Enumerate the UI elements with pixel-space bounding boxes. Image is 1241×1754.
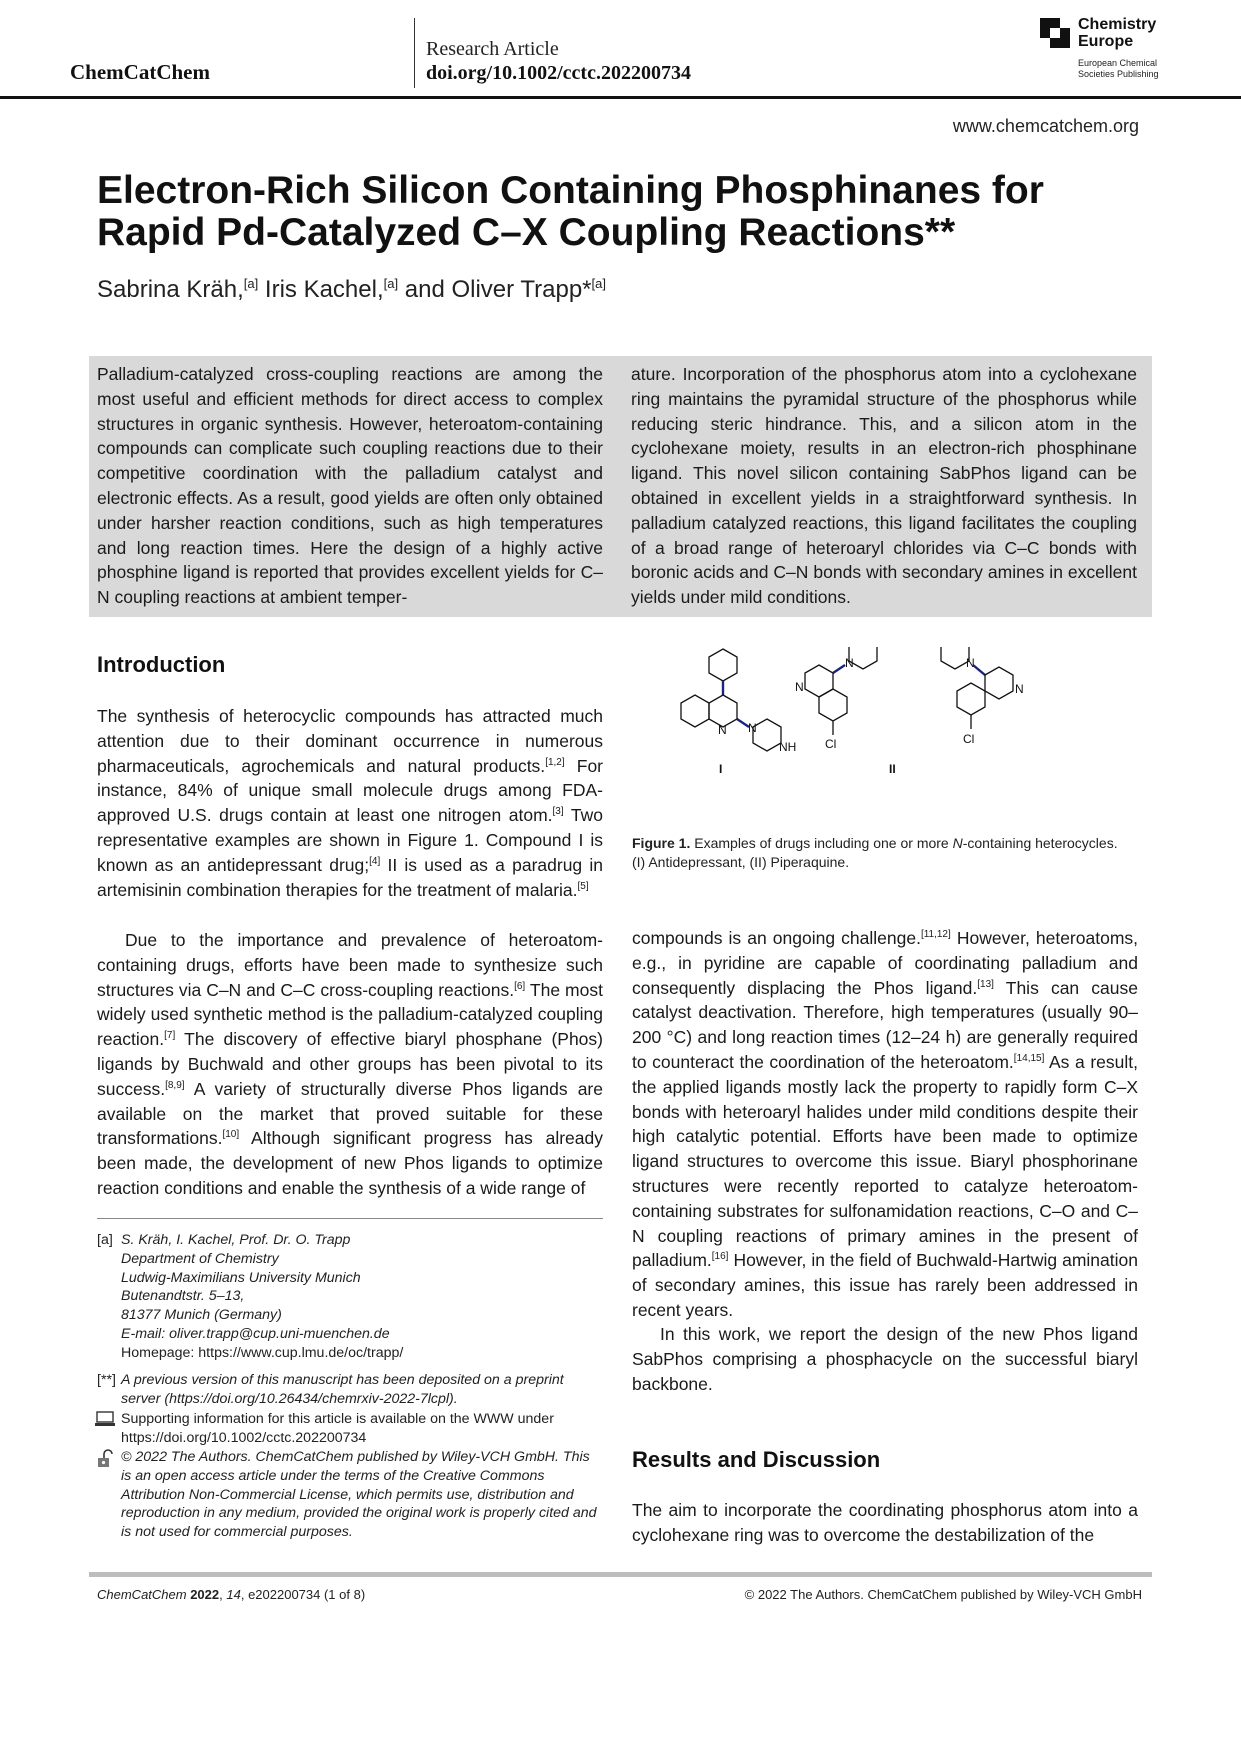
footer-page: , e202200734 (1 of 8) <box>240 1587 366 1602</box>
right-paragraph-1 <box>632 926 1138 1323</box>
header-rule <box>0 96 1241 99</box>
body-text: In this work, we report the design of the new Phos ligand SabPhos comprising a phosphacycle on the successful biaryl backbone. <box>632 1324 1138 1394</box>
compound-label-I: I <box>719 762 723 776</box>
body-text: The aim to incorporate the coordinating phosphorus atom into a cyclohexane ring was to overcome the destabilization of the <box>632 1500 1138 1545</box>
bond <box>973 665 985 675</box>
compound-label-II: II <box>889 762 896 776</box>
atom-label: N <box>795 680 804 694</box>
abstract-left-column: Palladium-catalyzed cross-coupling reactions are among the most useful and efficient methods for direct access to complex structures in organic synthesis. However, heteroatom-containing compounds can complicate such coupling reactions due to their competitive coordination with the palladium catalyst and electronic effects. As a result, good yields are often only obtained under harsher reaction conditions, such as high temperatures and long reaction times. Here the design of a highly active phosphine ligand is reported that provides excellent yields for C–N coupling reactions at ambient temper- <box>97 364 603 608</box>
citation[interactable]: [14,15] <box>1013 1053 1045 1065</box>
piperazine-ring-3 <box>941 647 969 669</box>
author-affiliation: [a] <box>243 276 259 291</box>
footnote-line: S. Kräh, I. Kachel, Prof. Dr. O. Trapp <box>121 1232 351 1248</box>
logo-mark-icon <box>1040 18 1070 48</box>
doi-link[interactable]: doi.org/10.1002/cctc.202200734 <box>426 62 691 84</box>
results-heading: Results and Discussion <box>632 1447 881 1472</box>
footnote-line: 81377 Munich (Germany) <box>121 1307 282 1324</box>
computer-icon <box>95 1411 115 1427</box>
citation[interactable]: [6] <box>514 980 526 992</box>
citation[interactable]: [5] <box>577 880 589 892</box>
author-name: Iris Kachel, <box>258 276 384 303</box>
footnote-text[interactable]: Supporting information for this article is available on the WWW under https://doi.org/10.1002/cctc.202200734 <box>121 1411 554 1446</box>
footnote-line[interactable]: E-mail: oliver.trapp@cup.uni-muenchen.de <box>121 1325 390 1342</box>
footnote-text: A previous version of this manuscript has been deposited on a preprint server (https://doi.org/10.26434/chemrxiv-2022-7lcpl). <box>121 1372 564 1407</box>
citation[interactable]: [11,12] <box>920 929 951 941</box>
body-text: However, in the field of Buchwald-Hartwig amination of secondary amines, this issue has rarely been addressed in recent years. <box>632 1250 1138 1320</box>
logo-name-line1: Chemistry <box>1078 16 1157 33</box>
footnote-mark: [a] <box>97 1232 113 1248</box>
journal-name: ChemCatChem <box>70 60 210 84</box>
footer-volume: 14 <box>226 1587 241 1602</box>
footnote-rule <box>97 1218 603 1219</box>
abstract-right-column: ature. Incorporation of the phosphorus atom into a cyclohexane ring maintains the pyramidal structure of the phosphorus while reducing steric hindrance. This, and a silicon atom in the cyclohexane moiety, results in an electron-rich phosphinane ligand. This novel silicon containing SabPhos ligand can be obtained in excellent yields in a straightforward synthesis. In palladium catalyzed reactions, this ligand facilitates the coupling of a broad range of heteroaryl chlorides via C–C bonds with boronic acids and C–N bonds with secondary amines in excellent yields under mild conditions. <box>631 364 1137 608</box>
footnote-affiliation <box>97 1231 603 1363</box>
figure-1-caption <box>632 834 1122 872</box>
atom-label: Cl <box>825 737 837 751</box>
body-text: However, heteroatoms, e.g., in pyridine are capable of coordinating palladium and consequently displacing the Phos ligand. <box>632 928 1139 998</box>
footnote-preprint <box>97 1371 603 1409</box>
benzo-ring <box>681 695 709 727</box>
citation[interactable]: [7] <box>164 1030 176 1042</box>
author-name: Sabrina Kräh, <box>97 276 244 303</box>
logo-subtitle-line2: Societies Publishing <box>1078 69 1159 79</box>
atom-label: N <box>1015 682 1024 696</box>
footer-comma: , <box>219 1587 227 1602</box>
citation[interactable]: [8,9] <box>165 1079 185 1091</box>
abstract-box <box>89 356 1152 617</box>
footnote-license <box>97 1448 603 1542</box>
atom-label: N <box>966 656 975 670</box>
quinoline-left-ring-a <box>805 665 833 697</box>
caption-label: Figure 1. <box>632 835 691 851</box>
citation[interactable]: [4] <box>369 855 381 867</box>
intro-paragraph-2 <box>97 928 603 1201</box>
piperazine-ring-1 <box>753 719 781 751</box>
footnote-supporting-info <box>97 1410 603 1448</box>
quinoline-right-ring-b <box>957 683 985 715</box>
footnote-line: Butenandtstr. 5–13, <box>121 1288 245 1305</box>
right-paragraph-2 <box>632 1322 1138 1396</box>
author-list <box>97 276 606 304</box>
body-text: The most widely used synthetic method is the palladium-catalyzed coupling reaction. <box>97 979 603 1050</box>
body-text: This can cause catalyst deactivation. Therefore, high temperatures (usually 90–200 °C) and long reaction times (12–24 h) are generally required to counteract the coordination of the heteroatom. <box>632 977 1138 1072</box>
footer-citation <box>97 1587 365 1602</box>
article-type: Research Article <box>426 38 559 60</box>
footer-journal: ChemCatChem <box>97 1587 187 1602</box>
body-text: The discovery of effective biaryl phosphane (Phos) ligands by Buchwald and other groups has been pivotal to its success. <box>97 1029 603 1099</box>
footnote-line: Ludwig-Maximilians University Munich <box>121 1269 361 1286</box>
journal-website-link[interactable]: www.chemcatchem.org <box>952 116 1139 136</box>
logo-name-line2: Europe <box>1078 33 1134 50</box>
intro-paragraph-1 <box>97 704 603 902</box>
chemistry-europe-logo <box>1040 16 1175 82</box>
atom-label: Cl <box>963 732 975 746</box>
caption-text-italic: N <box>952 835 963 851</box>
citation[interactable]: [3] <box>552 806 564 818</box>
author-name: and Oliver Trapp* <box>398 276 592 303</box>
citation[interactable]: [13] <box>977 978 994 990</box>
caption-text: Examples of drugs including one or more <box>690 835 953 851</box>
body-text: compounds is an ongoing challenge. <box>632 928 921 948</box>
atom-label: N <box>845 656 854 670</box>
bond <box>833 665 845 673</box>
body-text: The synthesis of heterocyclic compounds has attracted much attention due to their dominant occurrence in numerous pharmaceuticals, agrochemicals and natural products. <box>97 706 603 776</box>
body-text: Due to the importance and prevalence of heteroatom-containing drugs, efforts have been made to synthesize such structures via C–N and C–C cross-coupling reactions. <box>97 930 603 1000</box>
citation[interactable]: [1,2] <box>545 756 565 768</box>
introduction-heading: Introduction <box>97 652 226 677</box>
footnote-line: Department of Chemistry <box>121 1250 279 1267</box>
atom-label: NH <box>779 740 797 754</box>
body-text: As a result, the applied ligands mostly lack the property to rapidly form C–X bonds with heteroaryl halides under mild conditions despite their high catalytic potential. Efforts have been made to optimize ligand structures to overcome this issue. Biaryl phosphorinane structures were recently reported to catalyze heteroatom-containing substrates for sulfonamidation reactions, C–O and C–N coupling reactions of primary amines in the present of palladium. <box>632 1051 1138 1271</box>
citation[interactable]: [16] <box>711 1251 729 1263</box>
caption-text: -containing heterocycles. (I) Antidepressant, (II) Piperaquine. <box>632 835 1118 870</box>
footer-rule <box>89 1572 1152 1577</box>
footer-copyright: © 2022 The Authors. ChemCatChem published by Wiley-VCH GmbH <box>744 1587 1142 1602</box>
quinoline-right-ring-a <box>985 667 1013 699</box>
quinoline-left-ring-b <box>819 689 847 721</box>
atom-label: N <box>748 721 757 735</box>
open-lock-icon <box>95 1449 115 1469</box>
footnote-mark: [**] <box>97 1372 116 1388</box>
author-affiliation: [a] <box>383 276 399 291</box>
footnote-text: © 2022 The Authors. ChemCatChem published by Wiley-VCH GmbH. This is an open access article under the terms of the Creative Commons Attribution Non-Commercial License, which permits use, distribution and reproduction in any medium, provided the original work is properly cited and is not used for commercial purposes. <box>121 1449 597 1541</box>
body-text: Although significant progress has already been made, the development of new Phos ligands to optimize reaction conditions and enable the synthesis of a wide range of <box>97 1128 603 1198</box>
body-text: II is used as a paradrug in artemisinin combination therapies for the treatment of malaria. <box>97 854 604 900</box>
article-title: Electron-Rich Silicon Containing Phosphinanes for Rapid Pd-Catalyzed C–X Coupling Reactions** <box>97 169 1044 254</box>
citation[interactable]: [10] <box>222 1129 240 1141</box>
atom-label: N <box>718 723 727 737</box>
phenyl-ring <box>709 649 737 681</box>
figure-1-structures <box>671 647 1101 807</box>
body-text: Two representative examples are shown in Figure 1. Compound I is known as an antidepressant drug; <box>97 805 604 875</box>
logo-subtitle-line1: European Chemical <box>1078 58 1158 68</box>
author-affiliation: [a] <box>591 276 606 291</box>
header-divider <box>414 18 415 88</box>
homepage-link[interactable]: Homepage: https://www.cup.lmu.de/oc/trapp/ <box>121 1344 404 1361</box>
right-paragraph-3 <box>632 1498 1138 1548</box>
body-text: A variety of structurally diverse Phos ligands are available on the market that proved suitable for these transformations. <box>97 1078 603 1149</box>
footer-year: 2022 <box>186 1587 220 1602</box>
body-text: For instance, 84% of unique small molecule drugs among FDA-approved U.S. drugs contain at least one nitrogen atom. <box>97 755 603 826</box>
